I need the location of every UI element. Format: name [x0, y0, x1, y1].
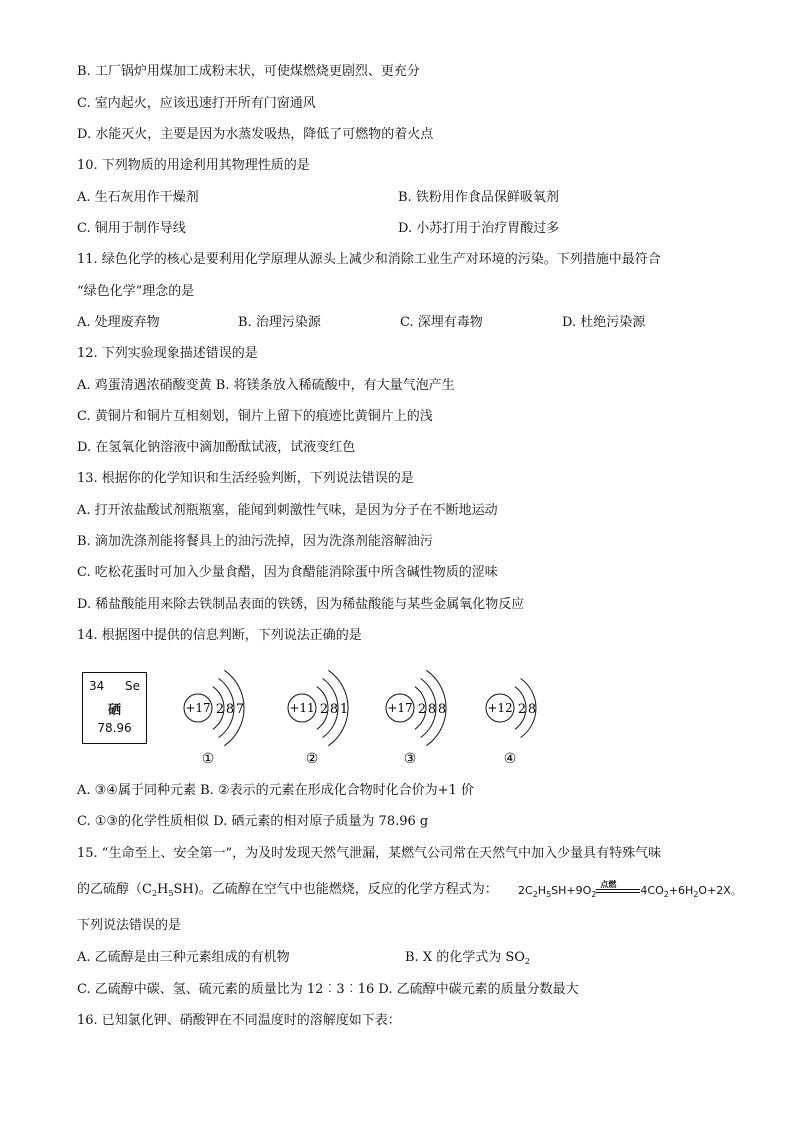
q11-option-d: D. 杜绝污染源	[562, 315, 646, 330]
diagram-label: ④	[503, 751, 517, 767]
option-b-text: B. X 的化学式为 SO	[405, 950, 525, 965]
q9-option-c: C. 室内起火，应该迅速打开所有门窗通风	[77, 96, 316, 111]
q12-option-d: D. 在氢氧化钠溶液中滴加酚酞试液，试液变红色	[77, 440, 356, 455]
q15-option-b	[405, 949, 530, 971]
q13-stem: 13. 根据你的化学知识和生活经验判断，下列说法错误的是	[77, 471, 414, 486]
q10-option-c: C. 铜用于制作导线	[77, 221, 186, 236]
equals-line	[596, 889, 640, 890]
q14-options-cd: C. ①③的化学性质相似 D. 硒元素的相对原子质量为 78.96 g	[77, 814, 429, 829]
electron-count: 7	[235, 702, 245, 717]
electron-count: 8	[427, 702, 437, 717]
sub-text: 2	[151, 889, 158, 898]
q10-stem: 10. 下列物质的用途利用其物理性质的是	[77, 158, 310, 173]
eq-sub: 5	[546, 890, 552, 899]
q15-stem-line2	[77, 881, 498, 903]
q12-stem: 12. 下列实验现象描述错误的是	[77, 346, 258, 361]
nucleus-charge: +17	[387, 701, 413, 715]
electron-count: 2	[319, 702, 329, 717]
electron-count: 8	[527, 702, 537, 717]
atomic-mass: 78.96	[97, 721, 132, 735]
q15-options-cd: C. 乙硫醇中碳、氢、硫元素的质量比为 12︰3︰16 D. 乙硫醇中碳元素的质量分数最大	[77, 982, 579, 997]
electron-count: 8	[329, 702, 339, 717]
q14-stem: 14. 根据图中提供的信息判断，下列说法正确的是	[77, 628, 362, 643]
stem-text-1: 的乙硫醇（C	[77, 882, 152, 897]
atomic-number: 34	[89, 679, 105, 693]
electron-count: 1	[339, 702, 349, 717]
sub-text: 5	[168, 889, 174, 898]
eq-lhs-1: 2C	[518, 884, 533, 897]
q10-option-d: D. 小苏打用于治疗胃酸过多	[398, 221, 560, 236]
q13-option-a: A. 打开浓盐酸试剂瓶瓶塞，能闻到刺激性气味，是因为分子在不断地运动	[77, 503, 498, 518]
q9-option-b: B. 工厂锅炉用煤加工成粉末状，可使煤燃烧更剧烈、更充分	[77, 64, 420, 79]
electron-count: 2	[417, 702, 427, 717]
electron-count: 2	[215, 702, 225, 717]
diagram-label: ③	[403, 751, 417, 767]
eq-rhs-3: O+2X。	[698, 884, 742, 897]
equals-line	[596, 892, 640, 893]
atom-diagram-1	[184, 670, 244, 767]
sub-text: 2	[524, 957, 530, 966]
q16-stem: 16. 已知氯化钾、硝酸钾在不同温度时的溶解度如下表：	[77, 1013, 401, 1028]
nucleus-charge: +17	[185, 701, 211, 715]
eq-sub: 2	[663, 890, 669, 899]
q9-option-d: D. 水能灭火，主要是因为水蒸发吸热，降低了可燃物的着火点	[77, 127, 434, 142]
q11-stem-line1: 11. 绿色化学的核心是要利用化学原理从源头上减少和消除工业生产对环境的污染。下列措施中最符合	[77, 252, 661, 267]
chemical-equation	[518, 882, 742, 904]
element-name: 硒	[107, 703, 121, 718]
eq-lhs-2: H	[537, 884, 547, 897]
q12-options-ab: A. 鸡蛋清遇浓硝酸变黄 B. 将镁条放入稀硫酸中，有大量气泡产生	[77, 378, 455, 393]
atom-diagram-4	[486, 679, 536, 768]
q14-options-ab: A. ③④属于同种元素 B. ②表示的元素在形成化合物时化合价为+1 价	[77, 783, 474, 798]
diagram-label: ②	[305, 751, 319, 767]
stem-text-3: SH)。乙硫醇在空气中也能燃烧，反应的化学方程式为：	[173, 882, 498, 897]
selenium-element-card	[82, 672, 147, 744]
q15-stem-line1: 15. “生命至上、安全第一”，为及时发现天然气泄漏，某燃气公司常在天然气中加入少量具有特殊气味	[77, 846, 662, 861]
atom-diagram-2	[288, 670, 348, 767]
condition-text: 点燃	[600, 880, 617, 889]
atom-structure-diagrams	[160, 648, 580, 770]
q11-option-c: C. 深埋有毒物	[400, 315, 483, 330]
eq-rhs-2: +6H	[668, 884, 694, 897]
nucleus-charge: +11	[289, 701, 315, 715]
q11-option-a: A. 处理废弃物	[77, 315, 160, 330]
electron-count: 8	[437, 702, 447, 717]
q13-option-b: B. 滴加洗涤剂能将餐具上的油污洗掉，因为洗涤剂能溶解油污	[77, 534, 433, 549]
q13-option-c: C. 吃松花蛋时可加入少量食醋，因为食醋能消除蛋中所含碱性物质的涩味	[77, 565, 498, 580]
q11-option-b: B. 治理污染源	[238, 315, 321, 330]
q15-stem-line3: 下列说法错误的是	[77, 918, 182, 933]
q11-stem-line2: “绿色化学”理念的是	[77, 284, 195, 299]
reaction-condition	[596, 882, 640, 900]
element-symbol: Se	[125, 679, 140, 693]
q13-option-d: D. 稀盐酸能用来除去铁制品表面的铁锈，因为稀盐酸能与某些金属氧化物反应	[77, 597, 525, 612]
eq-sub: 2	[693, 890, 699, 899]
eq-sub: 2	[591, 890, 597, 899]
eq-sub: 2	[532, 890, 538, 899]
stem-text-2: H	[157, 882, 169, 897]
eq-lhs-3: SH+9O	[551, 884, 592, 897]
nucleus-charge: +12	[487, 701, 513, 715]
electron-count: 2	[517, 702, 527, 717]
q15-option-a: A. 乙硫醇是由三种元素组成的有机物	[77, 950, 290, 965]
electron-count: 8	[225, 702, 235, 717]
q10-option-b: B. 铁粉用作食品保鲜吸氧剂	[398, 190, 559, 205]
atom-diagram-3	[386, 670, 446, 767]
eq-rhs-1: 4CO	[640, 884, 664, 897]
diagram-label: ①	[201, 751, 215, 767]
q12-option-c: C. 黄铜片和铜片互相刻划，铜片上留下的痕迹比黄铜片上的浅	[77, 409, 433, 424]
q10-option-a: A. 生石灰用作干燥剂	[77, 190, 199, 205]
